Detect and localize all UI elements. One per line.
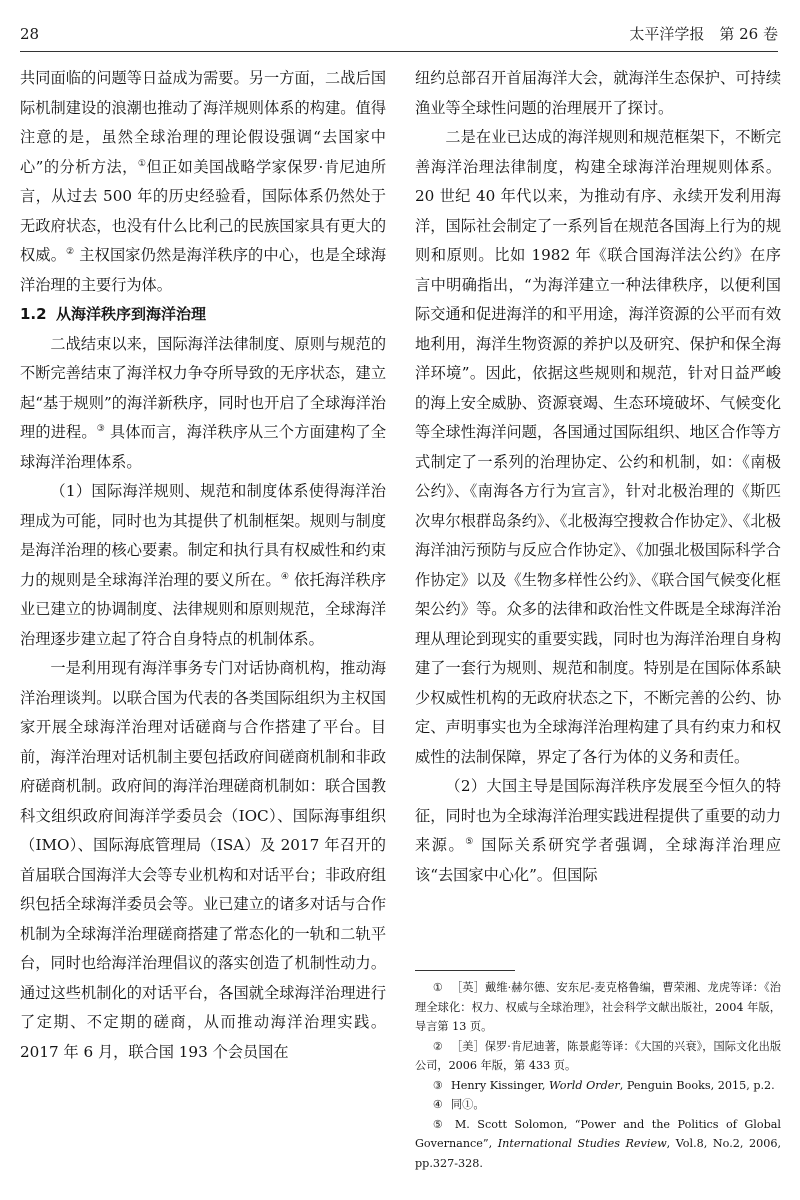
footnote-mark: ② — [432, 1039, 444, 1053]
section-title: 从海洋秩序到海洋治理 — [56, 305, 207, 323]
footnote-text: 同①。 — [450, 1098, 485, 1111]
header-rule — [20, 51, 778, 52]
footnote — [415, 1115, 781, 1174]
footnote-text: , Vol.8, No.2, 2006, pp.327-328. — [415, 1137, 781, 1170]
paragraph: 二是在业已达成的海洋规则和规范框架下，不断完善海洋治理法律制度，构建全球海洋治理规则体系。20 世纪 40 年代以来，为推动有序、永续开发利用海洋，国际社会制定了一系列旨在规范各国海上行为的规则和原则。比如 1982 年《联合国海洋法公约》在序言中明确指出，“为海洋建立一种法律秩序，以便利国际交通和促进海洋的和平用途，海洋资源的公平而有效地利用，海洋生物资源的养护以及研究、保护和保全海洋环境”。因此，依据这些规则和规范，针对日益严峻的海上安全威胁、资源衰竭、生态环境破坏、气候变化等全球性海洋问题，各国通过国际组织、地区合作等方式制定了一系列的治理协定、公约和机制，如：《南极公约》、《南海各方行为宣言》，针对北极治理的《斯匹次卑尔根群岛条约》、《北极海空搜救合作协定》、《北极海洋油污预防与反应合作协定》、《加强北极国际科学合作协定》以及《生物多样性公约》、《联合国气候变化框架公约》等。众多的法律和政治性文件既是全球海洋治理从理论到现实的重要实践，同时也为海洋治理自身构建了一套行为规则、规范和制度。特别是在国际体系缺少权威性机构的无政府状态之下，不断完善的公约、协定、声明事实也为全球海洋治理构建了具有约束力和权威性的法制保障，界定了各行为体的义务和责任。 — [415, 128, 781, 766]
section-heading — [20, 300, 386, 330]
footnote-text: , Penguin Books, 2015, p.2. — [619, 1078, 775, 1092]
footnote-mark: ④ — [432, 1098, 443, 1111]
footnote-source-title: World Order — [548, 1078, 620, 1092]
text-run: 二战结束以来，国际海洋法律制度、原则与规范的不断完善结束了海洋权力争夺所导致的无序状态，建立起“基于规则”的海洋新秩序，同时也开启了全球海洋治理的进程。 — [20, 334, 386, 441]
footnote-ref[interactable]: ④ — [280, 571, 290, 582]
paragraph: 一是利用现有海洋事务专门对话协商机构，推动海洋治理谈判。以联合国为代表的各类国际组织为主权国家开展全球海洋治理对话磋商与合作搭建了平台。目前，海洋治理对话机制主要包括政府间磋商机制和非政府磋商机制。政府间的海洋治理磋商机制如：联合国教科文组织政府间海洋学委员会（IOC）、国际海事组织（IMO）、国际海底管理局（ISA）及 2017 年召开的首届联合国海洋大会等专业机构和对话平台；非政府组织包括全球海洋委员会等。业已建立的诸多对话与合作机制为全球海洋治理磋商搭建了常态化的一轨和二轨平台，同时也给海洋治理倡议的落实创造了机制性动力。通过这些机制化的对话平台，各国就全球海洋治理进行了定期、不定期的磋商，从而推动海洋治理实践。2017 年 6 月，联合国 193 个会员国在 — [20, 659, 386, 1061]
text-run: 国际关系研究学者强调，全球海洋治理应该“去国家中心化”。但国际 — [415, 836, 782, 884]
footnote — [415, 1037, 781, 1076]
text-run: 共同面临的问题等日益成为需要。另一方面，二战后国际机制建设的浪潮也推动了海洋规则体系的构建。值得注意的是，虽然全球治理的理论假设强调“去国家中心”的分析方法， — [20, 69, 386, 176]
paragraph — [20, 64, 386, 300]
footnote — [415, 978, 781, 1037]
left-column — [20, 64, 386, 1067]
section-number: 1.2 — [20, 305, 47, 323]
footnote-text: ［美］保罗·肯尼迪著，陈景彪等译：《大国的兴衰》，国际文化出版公司，2006 年版，第 433 页。 — [415, 1039, 782, 1072]
footnote-ref[interactable]: ② — [66, 246, 75, 257]
paragraph — [415, 772, 781, 890]
paragraph: 纽约总部召开首届海洋大会，就海洋生态保护、可持续渔业等全球性问题的治理展开了探讨。 — [415, 69, 781, 117]
text-run: （1）国际海洋规则、规范和制度体系使得海洋治理成为可能，同时也为其提供了机制框架。规则与制度是海洋治理的核心要素。制定和执行具有权威性和约束力的规则是全球海洋治理的要义所在。 — [20, 482, 386, 589]
paragraph — [20, 477, 386, 654]
footnote-ref[interactable]: ⑤ — [465, 836, 475, 847]
footnote-rule — [415, 970, 515, 971]
paragraph — [20, 330, 386, 478]
footnote — [415, 1076, 781, 1096]
text-run: 但正如美国战略学家保罗·肯尼迪所言，从过去 500 年的历史经验看，国际体系仍然处于无政府状态，也没有什么比利己的民族国家具有更大的权威。 — [20, 157, 387, 264]
footnote-mark: ⑤ — [432, 1117, 447, 1131]
footnote — [415, 1095, 781, 1115]
footnote-mark: ① — [432, 981, 444, 994]
page-number: 28 — [20, 25, 40, 43]
running-head — [20, 22, 778, 48]
footnote-text: M. Scott Solomon, “Power and the Politics of Global Governance”, — [415, 1117, 782, 1150]
text-run: 具体而言，海洋秩序从三个方面建构了全球海洋治理体系。 — [20, 423, 387, 471]
footnote-source-title: International Studies Review — [497, 1137, 667, 1150]
footnote-ref[interactable]: ③ — [96, 423, 105, 434]
text-run: （2）大国主导是国际海洋秩序发展至今恒久的特征，同时也为全球海洋治理实践进程提供了重要的动力来源。 — [415, 777, 781, 854]
footnote-mark: ③ — [432, 1078, 443, 1092]
right-column — [415, 64, 781, 890]
journal-title: 太平洋学报 第 26 卷 — [629, 25, 778, 43]
footnotes — [415, 978, 781, 1173]
text-run: 主权国家仍然是海洋秩序的中心，也是全球海洋治理的主要行为体。 — [20, 246, 387, 294]
footnote-text: Henry Kissinger, — [450, 1078, 549, 1092]
footnote-text: ［英］戴维·赫尔德、安东尼-麦克格鲁编，曹荣湘、龙虎等译：《治理全球化：权力、权威与全球治理》，社会科学文献出版社，2004 年版，导言第 13 页。 — [415, 981, 781, 1033]
text-run: 依托海洋秩序业已建立的协调制度、法律规则和原则规范，全球海洋治理逐步建立起了符合自身特点的机制体系。 — [20, 570, 387, 648]
footnote-ref[interactable]: ① — [137, 158, 147, 169]
